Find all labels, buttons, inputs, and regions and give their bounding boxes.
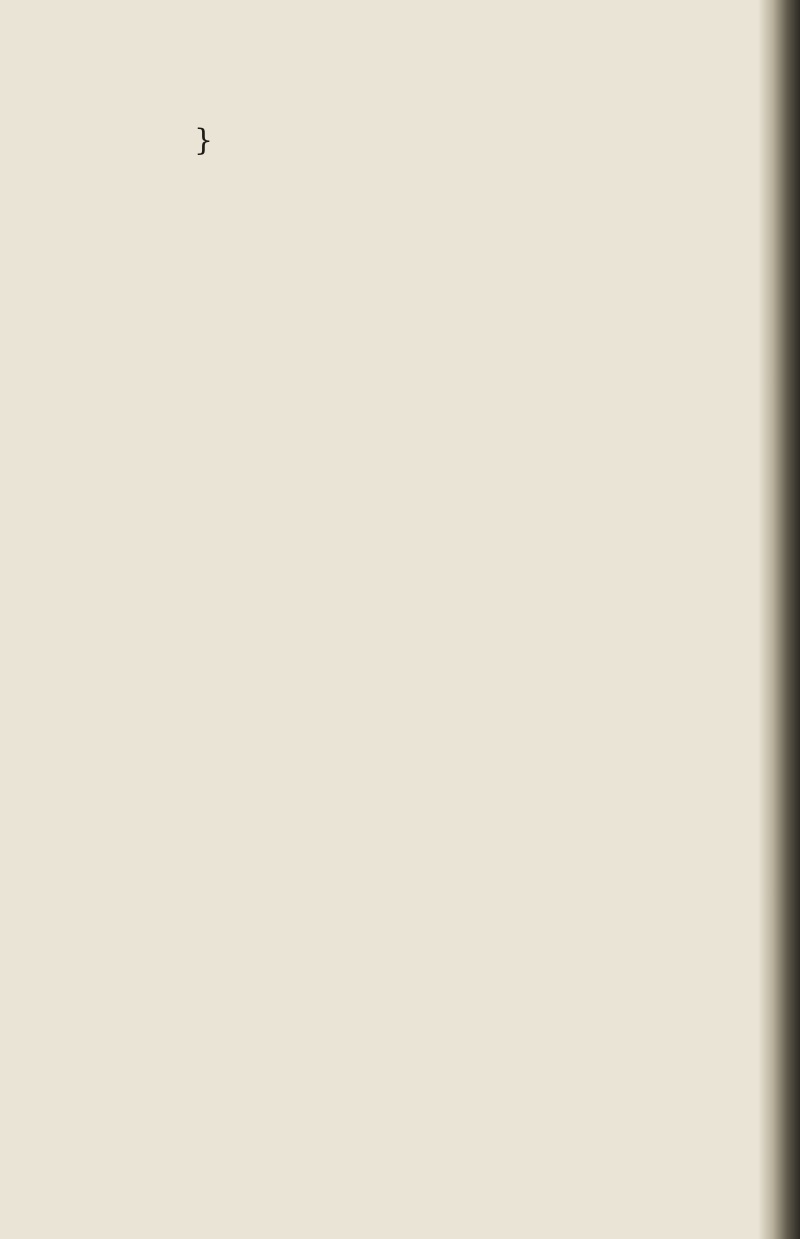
brace-group [190, 123, 752, 158]
page-body [190, 100, 752, 156]
book-spine-shadow [758, 0, 800, 1239]
brace-symbol: } [194, 123, 214, 158]
